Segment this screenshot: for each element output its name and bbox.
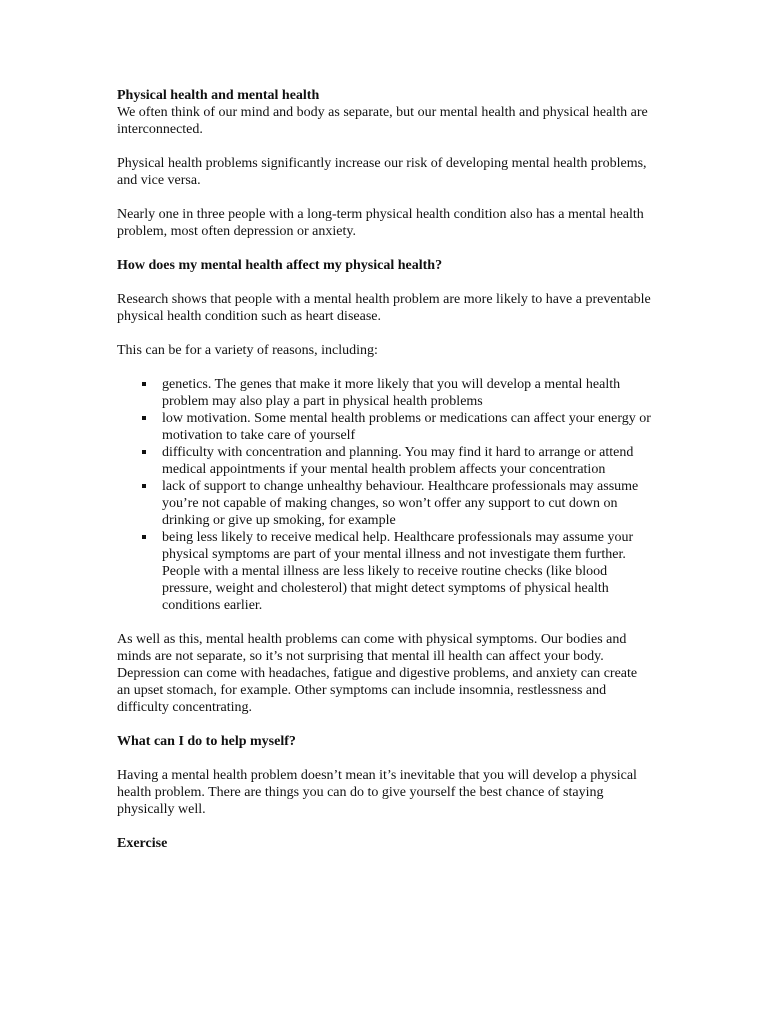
paragraph-research: Research shows that people with a mental health problem are more likely to have a preventable physical health condition such as heart disease. — [117, 292, 651, 324]
list-item — [117, 529, 653, 614]
reasons-list — [117, 376, 653, 614]
list-item — [117, 410, 653, 444]
paragraph-risk: Physical health problems significantly increase our risk of developing mental health problems, and vice versa. — [117, 156, 647, 188]
bullet-square-icon — [142, 382, 146, 386]
bullet-square-icon — [142, 416, 146, 420]
list-item-text: lack of support to change unhealthy behaviour. Healthcare professionals may assume you’re not capable of making changes, so won’t offer any support to cut down on drinking or give up smoking, for example — [162, 479, 639, 528]
intro-paragraph: We often think of our mind and body as separate, but our mental health and physical health are interconnected. — [117, 105, 648, 137]
list-item — [117, 444, 653, 478]
list-item-text: difficulty with concentration and planning. You may find it hard to arrange or attend medical appointments if your mental health problem affects your concentration — [162, 445, 634, 477]
bullet-square-icon — [142, 535, 146, 539]
paragraph-help-yourself: Having a mental health problem doesn’t mean it’s inevitable that you will develop a physical health problem. There are things you can do to give yourself the best chance of staying physically well. — [117, 768, 637, 817]
bullet-square-icon — [142, 484, 146, 488]
list-item-text: low motivation. Some mental health problems or medications can affect your energy or motivation to take care of yourself — [162, 411, 651, 443]
list-item — [117, 478, 653, 529]
document-title: Physical health and mental health — [117, 88, 320, 103]
bullet-square-icon — [142, 450, 146, 454]
paragraph-physical-symptoms: As well as this, mental health problems can come with physical symptoms. Our bodies and minds are not separate, so it’s not surprising that mental ill health can affect your body. Depression can come with headaches, fatigue and digestive problems, and anxiety can create an upset stomach, for example. Other symptoms can include insomnia, restlessness and difficulty concentrating. — [117, 632, 638, 715]
heading-mental-affects-physical: How does my mental health affect my physical health? — [117, 258, 443, 273]
paragraph-reasons-intro: This can be for a variety of reasons, including: — [117, 343, 378, 358]
document-page — [117, 87, 653, 852]
heading-exercise: Exercise — [117, 836, 168, 851]
heading-help-yourself: What can I do to help myself? — [117, 734, 296, 749]
paragraph-prevalence: Nearly one in three people with a long-term physical health condition also has a mental health problem, most often depression or anxiety. — [117, 207, 644, 239]
list-item-text: genetics. The genes that make it more likely that you will develop a mental health problem may also play a part in physical health problems — [162, 377, 621, 409]
list-item-text: being less likely to receive medical help. Healthcare professionals may assume your physical symptoms are part of your mental illness and not investigate them further. People with a mental illness are less likely to receive routine checks (like blood pressure, weight and cholesterol) that might detect symptoms of physical health conditions earlier. — [162, 530, 634, 613]
list-item — [117, 376, 653, 410]
